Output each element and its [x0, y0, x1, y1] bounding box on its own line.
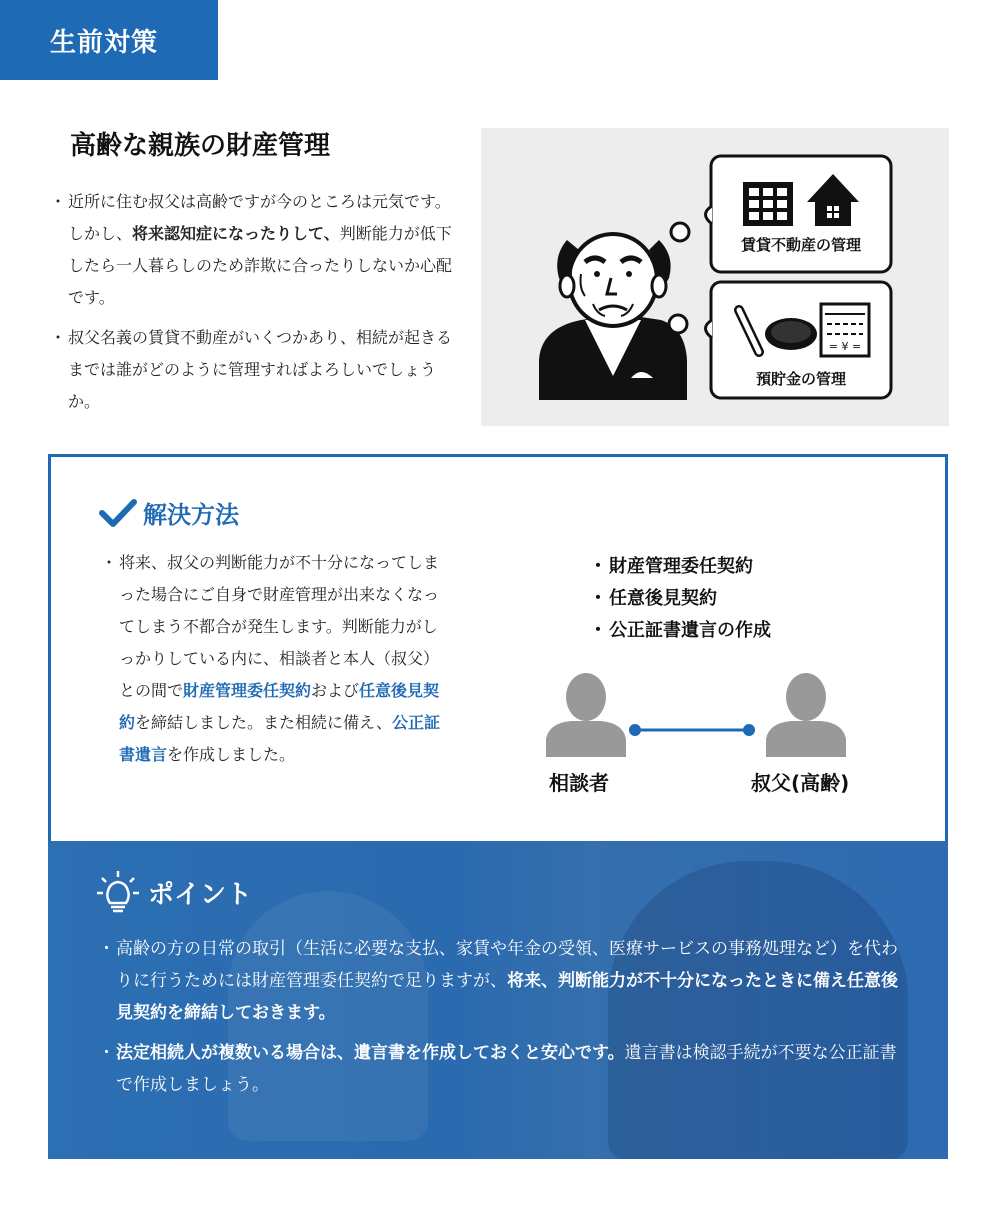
case-item-1 — [52, 186, 462, 314]
case-title: 高齢な親族の財産管理 — [70, 131, 331, 161]
case-item-1-text-a: 近所に住む叔父は高齢ですが今のところは元気です。しかし、 — [68, 192, 451, 243]
elderly-uncle-illustration — [481, 128, 949, 426]
point-item-1-text: 高齢の方の日常の取引（生活に必要な支払、家賃や年金の受領、医療サービスの事務処理など）を代わりに行うためには財産管理委任契約で足りますが、 — [116, 939, 898, 991]
point-heading-text: ポイント — [148, 879, 253, 910]
point-description — [100, 933, 910, 1109]
elderly-man-icon — [539, 234, 687, 400]
person-right-label: 叔父(高齢) — [751, 771, 850, 795]
point-item-2-bold: 法定相続人が複数いる場合は、遺言書を作成しておくと安心です。 — [116, 1043, 625, 1063]
illustration-svg — [481, 128, 949, 426]
solution-text-a: 将来、叔父の判断能力が不十分になってしまった場合にご自身で財産管理が出来なくなってしまう不都合が発生します。判断能力がしっかりしている内に、相談者と本人（叔父）との間で — [119, 553, 440, 700]
point-item-1 — [100, 933, 910, 1029]
point-item-2 — [100, 1037, 910, 1101]
contract-item: ・ 任意後見契約 — [591, 583, 771, 615]
person-icon — [766, 673, 846, 757]
person-icon — [546, 673, 626, 757]
solution-text-c: を締結しました。また相続に備え、 — [135, 713, 392, 732]
bubble-top-label: 賃貸不動産の管理 — [740, 236, 862, 254]
solution-description — [103, 547, 443, 771]
diagram-svg — [541, 667, 881, 767]
case-description — [52, 186, 462, 426]
bankbook-icon — [821, 304, 869, 356]
building-icon — [743, 182, 793, 226]
solution-heading — [99, 495, 239, 530]
case-item-1-bold: 将来認知症になったりして、 — [132, 224, 340, 243]
bubble-bottom-label: 預貯金の管理 — [755, 370, 847, 388]
point-heading — [96, 869, 252, 915]
solution-highlight-1: 財産管理委任契約 — [183, 681, 312, 700]
check-icon — [99, 498, 137, 528]
coin-icon — [765, 318, 817, 350]
section-tag: 生前対策 — [0, 0, 218, 80]
case-item-1-text-b: 判断能力が低下したら一人暮らしのため詐欺に合ったりしないか心配です。 — [68, 224, 453, 307]
point-item-1-bold: 将来、判断能力が不十分になったときに備え任意後見契約を締結しておきます。 — [116, 971, 898, 1023]
solution-highlight-2: 任意後見契約 — [119, 681, 440, 732]
contract-list — [591, 551, 771, 647]
point-section — [48, 841, 948, 1159]
solution-text-b: および — [311, 681, 360, 700]
solution-box — [48, 454, 948, 844]
lightbulb-icon — [96, 869, 140, 915]
contract-item: ・ 財産管理委任契約 — [591, 551, 771, 583]
solution-highlight-3: 公正証書遺言 — [119, 713, 440, 764]
solution-item — [103, 547, 443, 771]
case-item-2 — [52, 322, 462, 418]
solution-text-d: を作成しました。 — [167, 745, 296, 764]
point-item-2-text: 遺言書は検認手続が不要な公正証書で作成しましょう。 — [116, 1043, 897, 1095]
solution-heading-text: 解決方法 — [143, 501, 239, 529]
case-item-2-text: 叔父名義の賃貸不動産がいくつかあり、相続が起きるまでは誰がどのように管理すればよろしいでしょうか。 — [68, 328, 453, 411]
svg-text:= ¥ =: = ¥ = — [828, 340, 862, 353]
contract-item: ・ 公正証書遺言の作成 — [591, 615, 771, 647]
relationship-diagram — [541, 667, 881, 797]
person-left-label: 相談者 — [549, 771, 609, 795]
